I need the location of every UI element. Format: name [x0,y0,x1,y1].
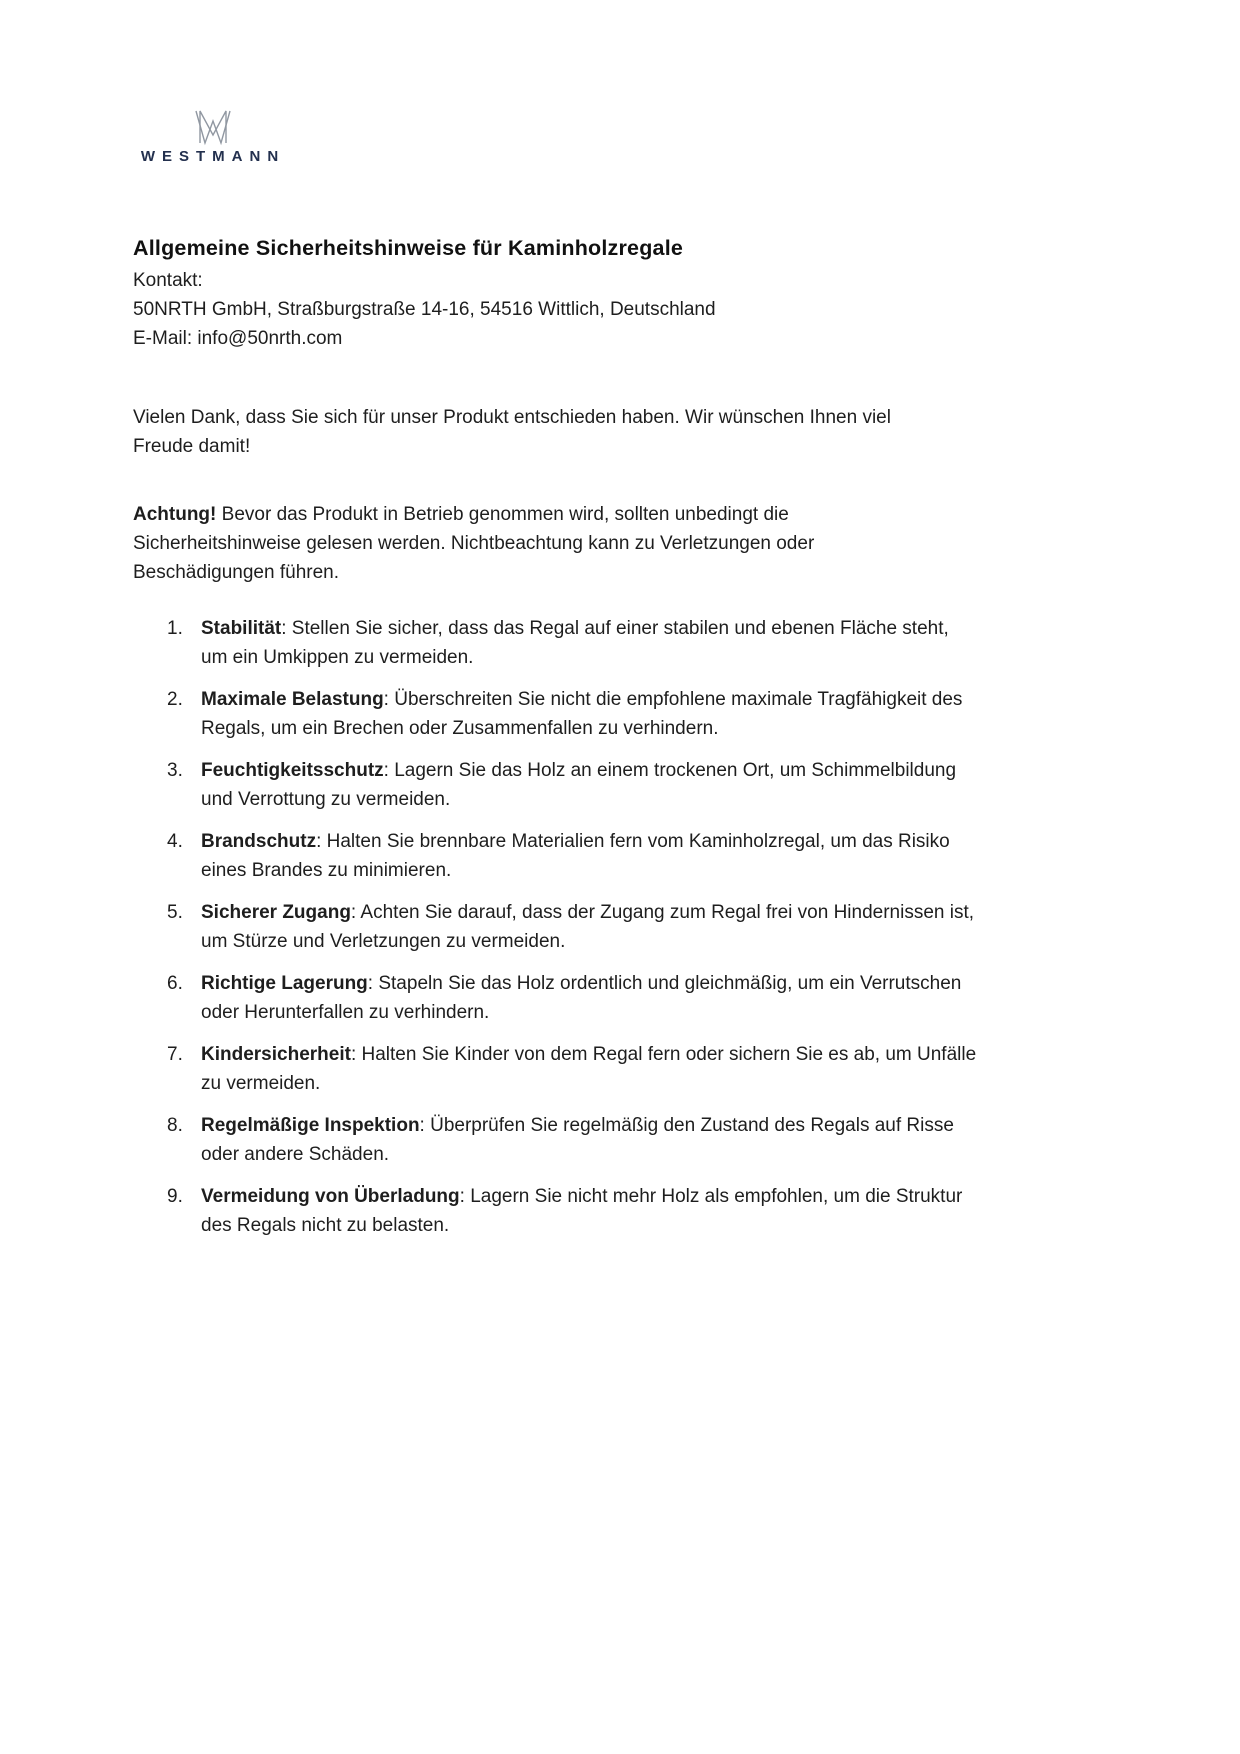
item-text: Vermeidung von Überladung: Lagern Sie nicht mehr Holz als empfohlen, um die Struktur des Regals nicht zu belasten. [201,1186,963,1236]
item-number: 4. [167,831,183,852]
item-text: Stabilität: Stellen Sie sicher, dass das Regal auf einer stabilen und ebenen Fläche steht, um ein Umkippen zu vermeiden. [201,618,949,668]
item-text: Maximale Belastung: Überschreiten Sie nicht die empfohlene maximale Tragfähigkeit des Regals, um ein Brechen oder Zusammenfallen zu verhindern. [201,689,963,739]
warning-lead: Achtung! [133,504,217,525]
safety-item-7 [133,1040,978,1098]
safety-item-8 [133,1111,978,1169]
item-number: 6. [167,973,183,994]
contact-email: E-Mail: info@50nrth.com [133,328,343,349]
item-number: 1. [167,618,183,639]
item-number: 2. [167,689,183,710]
safety-item-2 [133,685,978,743]
safety-item-4 [133,827,978,885]
item-number: 8. [167,1115,183,1136]
safety-item-9 [133,1182,978,1240]
safety-item-5 [133,898,978,956]
safety-item-1 [133,614,978,672]
safety-item-6 [133,969,978,1027]
warning-paragraph [133,500,893,587]
warning-text: Bevor das Produkt in Betrieb genommen wird, sollten unbedingt die Sicherheitshinweise gelesen werden. Nichtbeachtung kann zu Verletzungen oder Beschädigungen führen. [133,504,815,583]
westmann-logo [133,106,293,165]
logo-wordmark: WESTMANN [140,148,286,165]
intro-paragraph: Vielen Dank, dass Sie sich für unser Produkt entschieden haben. Wir wünschen Ihnen viel Freude damit! [133,407,891,457]
item-number: 3. [167,760,183,781]
page-title: Allgemeine Sicherheitshinweise für Kaminholzregale [133,236,684,261]
item-text: Feuchtigkeitsschutz: Lagern Sie das Holz an einem trockenen Ort, um Schimmelbildung und Verrottung zu vermeiden. [201,760,957,810]
item-text: Brandschutz: Halten Sie brennbare Materialien fern vom Kaminholzregal, um das Risiko eines Brandes zu minimieren. [201,831,950,881]
item-text: Kindersicherheit: Halten Sie Kinder von dem Regal fern oder sichern Sie es ab, um Unfälle zu vermeiden. [201,1044,977,1094]
item-text: Sicherer Zugang: Achten Sie darauf, dass der Zugang zum Regal frei von Hindernissen ist, um Stürze und Verletzungen zu vermeiden. [201,902,975,952]
item-number: 9. [167,1186,183,1207]
item-text: Richtige Lagerung: Stapeln Sie das Holz ordentlich und gleichmäßig, um ein Verrutschen oder Herunterfallen zu verhindern. [201,973,962,1023]
item-text: Regelmäßige Inspektion: Überprüfen Sie regelmäßig den Zustand des Regals auf Risse oder andere Schäden. [201,1115,954,1165]
contact-block [133,266,716,353]
safety-instructions-list [133,614,978,1253]
westmann-monogram-icon [192,106,234,146]
item-number: 7. [167,1044,183,1065]
item-number: 5. [167,902,183,923]
contact-address: 50NRTH GmbH, Straßburgstraße 14-16, 54516 Wittlich, Deutschland [133,299,716,320]
contact-label: Kontakt: [133,270,203,291]
safety-item-3 [133,756,978,814]
